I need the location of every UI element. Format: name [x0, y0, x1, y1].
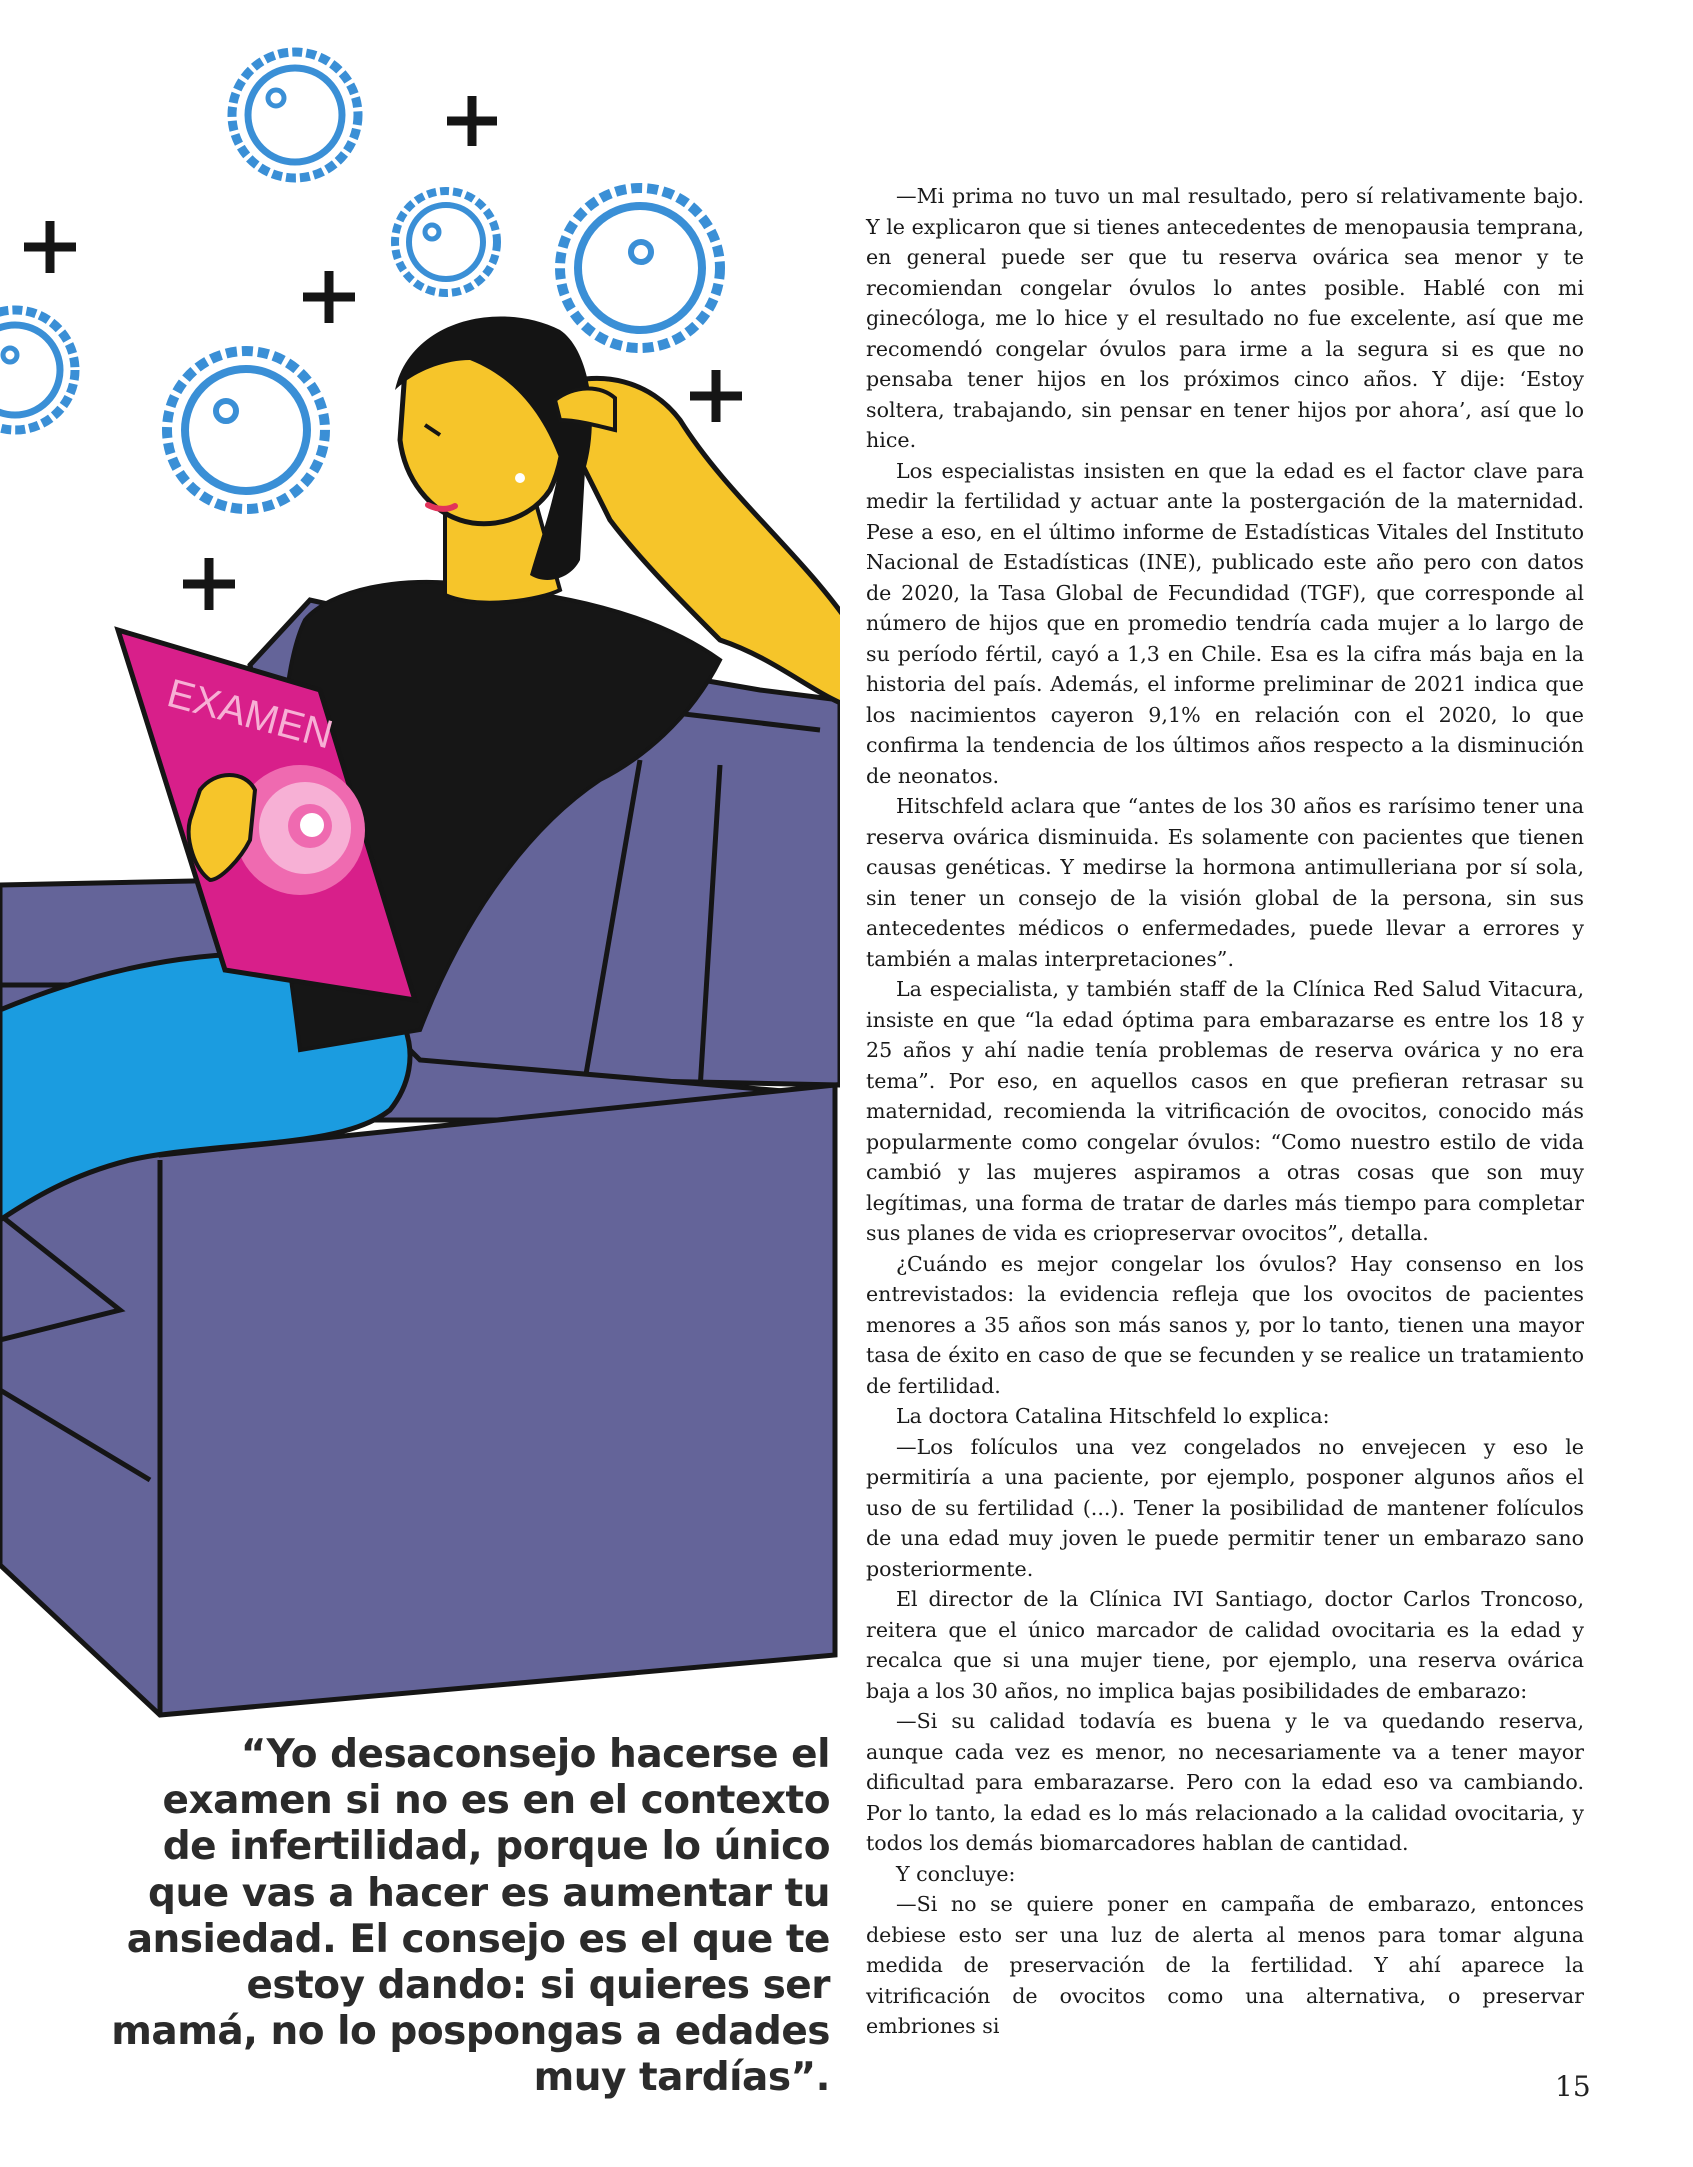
- paragraph: Los especialistas insisten en que la edad es el factor clave para medir la fertilidad y actuar ante la postergación de la maternidad. Pese a eso, en el último informe de Estadísticas Vitales del Instituto Nacional de Estadísticas (INE), publicado este año pero con datos de 2020, la Tasa Global de Fecundidad (TGF), que corresponde al número de hijos que en promedio tendría cada mujer a lo largo de su período fértil, cayó a 1,3 en Chile. Esa es la cifra más baja en la historia del país. Además, el informe preliminar de 2021 indica que los nacimientos cayeron 9,1% en relación con el 2020, lo que confirma la tendencia de los últimos años respecto a la disminución de neonatos.: [866, 458, 1584, 788]
- egg-icon: [232, 52, 358, 178]
- plus-icon: [447, 96, 497, 146]
- magazine-title: EXAMEN: [162, 671, 338, 758]
- paragraph: El director de la Clínica IVI Santiago, doctor Carlos Troncoso, reitera que el único marcador de calidad ovocitaria es la edad y recalca que si una mujer tiene, por ejemplo, una reserva ovárica baja a los 30 años, no implica bajas posibilidades de embarazo:: [866, 1587, 1584, 1703]
- paragraph: Hitschfeld aclara que “antes de los 30 años es rarísimo tener una reserva ovárica disminuida. Es solamente con pacientes que tienen causas genéticas. Y medirse la hormona antimulleriana por sí sola, sin tener un consejo de la visión global de la persona, sin sus antecedentes médicos o enfermedades, puede llevar a errores y también a malas interpretaciones”.: [866, 794, 1584, 971]
- egg-icon: [0, 310, 75, 430]
- paragraph: —Si su calidad todavía es buena y le va quedando reserva, aunque cada vez es menor, no necesariamente va a tener mayor dificultad para embarazarse. Pero con la edad eso va cambiando. Por lo tanto, la edad es lo más relacionado a la calidad ovocitaria, y todos los demás biomarcadores hablan de cantidad.: [866, 1709, 1584, 1855]
- egg-icon: [560, 188, 720, 348]
- plus-icon: [303, 271, 355, 323]
- paragraph: La especialista, y también staff de la Clínica Red Salud Vitacura, insiste en que “la edad óptima para embarazarse es entre los 18 y 25 años y ahí nadie tenía problemas de reserva ovárica y no era tema”. Por eso, en aquellos casos en que prefieran retrasar su maternidad, recomienda la vitrificación de ovocitos, conocido más popularmente como congelar óvulos: “Como nuestro estilo de vida cambió y las mujeres aspiramos a otras cosas que son muy legítimas, una forma de tratar de darles más tiempo para completar sus planes de vida es criopreservar ovocitos”, detalla.: [866, 977, 1584, 1245]
- egg-icon: [167, 351, 325, 509]
- plus-icon: [690, 370, 742, 422]
- paragraph: La doctora Catalina Hitschfeld lo explica:: [896, 1404, 1330, 1428]
- paragraph: —Si no se quiere poner en campaña de embarazo, entonces debiese esto ser una luz de alerta al menos para tomar alguna medida de preservación de la fertilidad. Y ahí aparece la vitrificación de ovocitos como una alternativa, o preservar embriones si: [866, 1892, 1584, 2038]
- illustration: [0, 0, 840, 1740]
- paragraph: Y concluye:: [896, 1861, 1016, 1886]
- egg-icon: [395, 191, 497, 293]
- plus-icon: [24, 221, 76, 273]
- paragraph: —Los folículos una vez congelados no envejecen y eso le permitiría a una paciente, por ejemplo, posponer algunos años el uso de su fertilidad (...). Tener la posibilidad de mantener folículos de una edad muy joven le puede permitir tener un embarazo sano posteriormente.: [866, 1434, 1584, 1581]
- plus-icon: [183, 558, 235, 610]
- paragraph: ¿Cuándo es mejor congelar los óvulos? Hay consenso en los entrevistados: la evidencia refleja que los ovocitos de pacientes menores a 35 años son más sanos y, por lo tanto, tienen una mayor tasa de éxito en caso de que se fecunden y se realice un tratamiento de fertilidad.: [866, 1251, 1584, 1398]
- page-number: 15: [1555, 2070, 1591, 2103]
- article-body: [866, 181, 1584, 2042]
- paragraph: —Mi prima no tuvo un mal resultado, pero sí relativamente bajo. Y le explicaron que si tienes antecedentes de menopausia temprana, en general puede ser que tu reserva ovárica sea menor y te recomiendan congelar óvulos lo antes posible. Hablé con mi ginecóloga, me lo hice y el resultado no fue excelente, así que me recomendó congelar óvulos para irme a la segura si es que no pensaba tener hijos en los próximos cinco años. Y dije: ‘Estoy soltera, trabajando, sin pensar en tener hijos por ahora’, así que lo hice.: [866, 184, 1584, 452]
- pull-quote: “Yo desaconsejo hacerse el examen si no es en el contexto de infertilidad, porque lo único que vas a hacer es aumentar tu ansiedad. El consejo es el que te estoy dando: si quieres ser mamá, no lo pospongas a edades muy tardías”.: [111, 1732, 830, 2101]
